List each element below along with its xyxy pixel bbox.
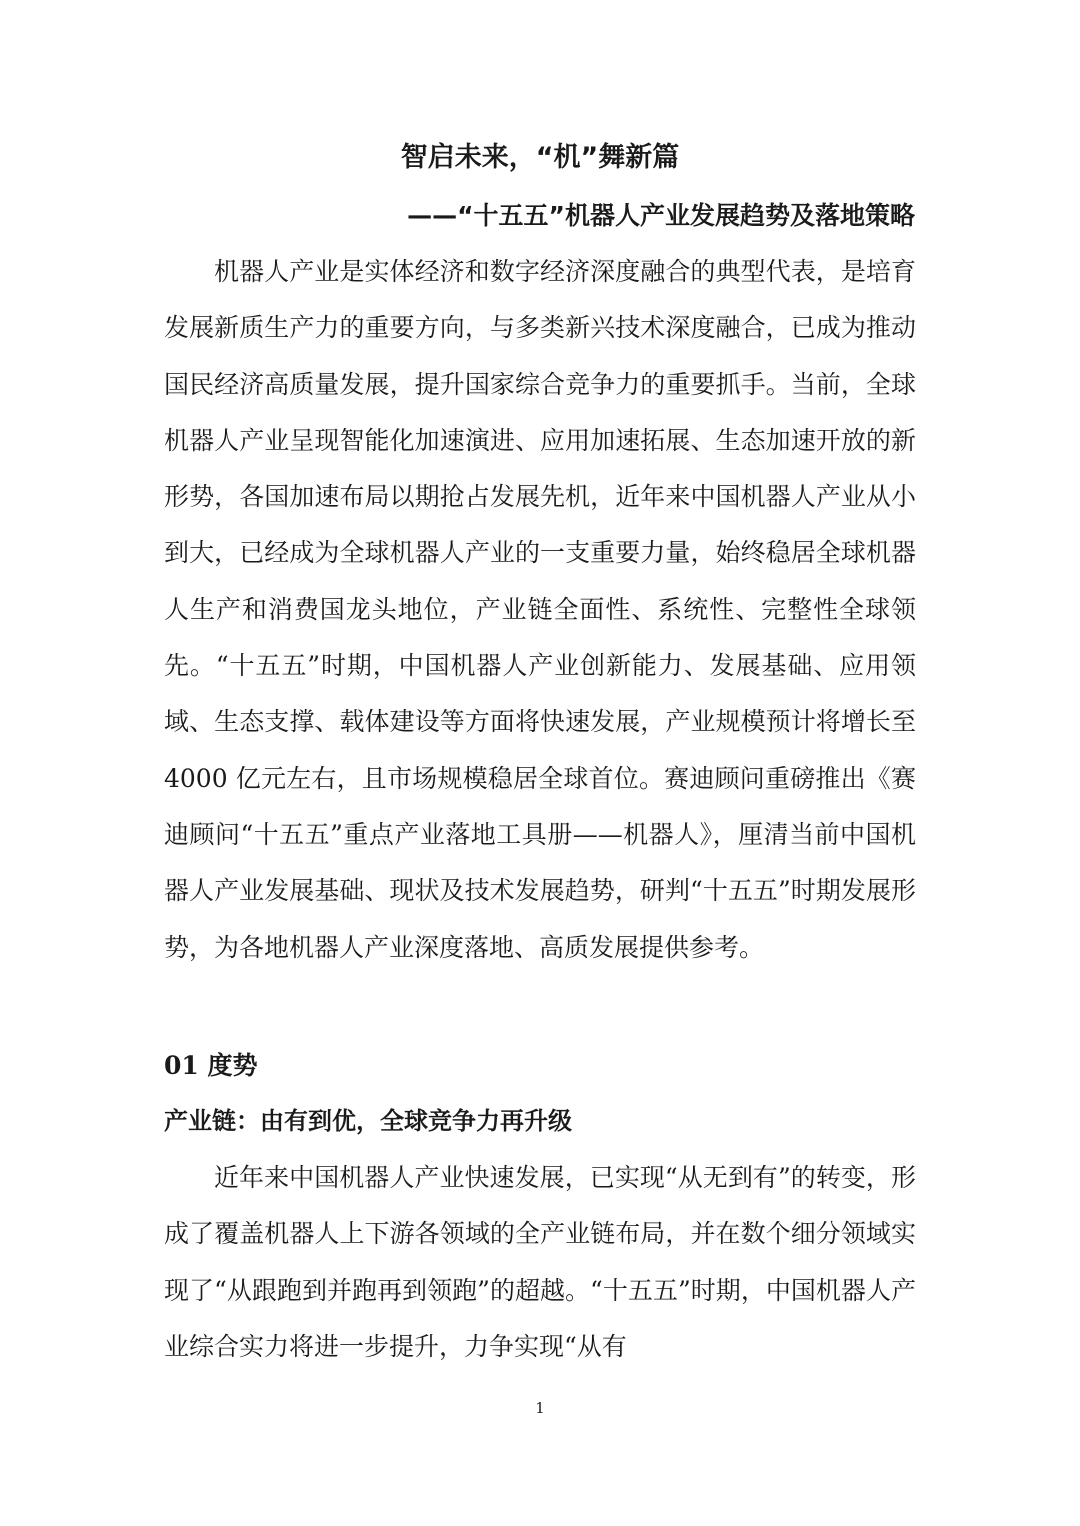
document-title: 智启未来，“机”舞新篇 [400,142,680,173]
page-number: 1 [535,1399,545,1417]
subsection-heading: 产业链：由有到优，全球竞争力再升级 [164,1107,572,1135]
section-heading: 01 度势 [164,1051,258,1080]
intro-paragraph: 机器人产业是实体经济和数字经济深度融合的典型代表，是培育发展新质生产力的重要方向，与多类新兴技术深度融合，已成为推动国民经济高质量发展，提升国家综合竞争力的重要抓手。当前，全球机器人产业呈现智能化加速演进、应用加速拓展、生态加速开放的新形势，各国加速布局以期抢占发展先机，近年来中国机器人产业从小到大，已经成为全球机器人产业的一支重要力量，始终稳居全球机器人生产和消费国龙头地位，产业链全面性、系统性、完整性全球领先。“十五五”时期，中国机器人产业创新能力、发展基础、应用领域、生态支撑、载体建设等方面将快速发展，产业规模预计将增长至 4000 亿元左右，且市场规模稳居全球首位。赛迪顾问重磅推出《赛迪顾问“十五五”重点产业落地工具册——机器人》，厘清当前中国机器人产业发展基础、现状及技术发展趋势，研判“十五五”时期发展形势，为各地机器人产业深度落地、高质发展提供参考。 [164,257,916,962]
document-subtitle: ——“十五五”机器人产业发展趋势及落地策略 [407,201,915,230]
industry-chain-paragraph: 近年来中国机器人产业快速发展，已实现“从无到有”的转变，形成了覆盖机器人上下游各领域的全产业链布局，并在数个细分领域实现了“从跟跑到并跑再到领跑”的超越。“十五五”时期，中国机器人产业综合实力将进一步提升，力争实现“从有 [164,1163,916,1361]
